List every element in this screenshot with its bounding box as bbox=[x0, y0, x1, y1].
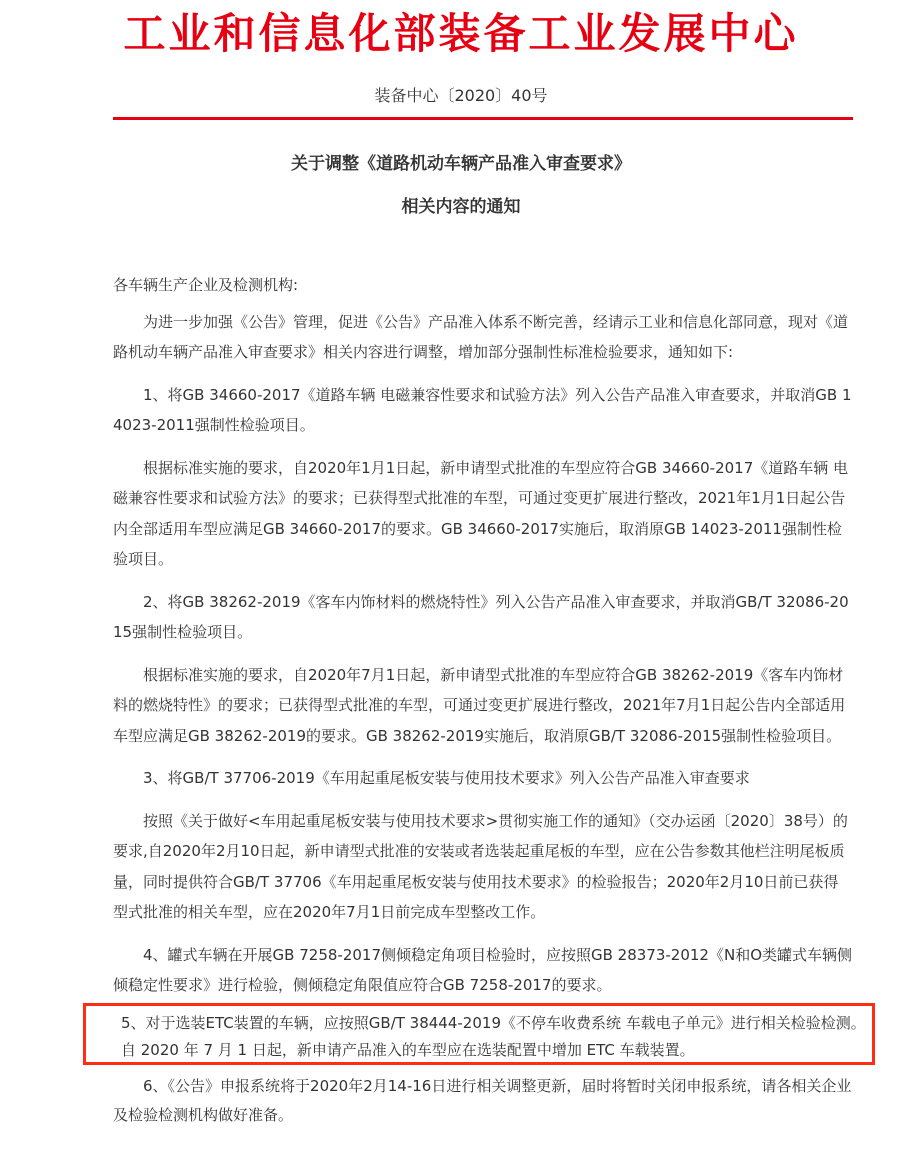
item-6: 6、《公告》申报系统将于2020年2月14-16日进行相关调整更新，届时将暂时关闭申报系统，请各相关企业及检验检测机构做好准备。 bbox=[113, 1077, 852, 1124]
salutation: 各车辆生产企业及检测机构: bbox=[113, 276, 299, 294]
highlighted-item-box bbox=[83, 1003, 875, 1065]
document-number: 装备中心〔2020〕40号 bbox=[374, 86, 548, 105]
item-1: 1、将GB 34660-2017《道路车辆 电磁兼容性要求和试验方法》列入公告产品准入审查要求，并取消GB 14023-2011强制性检验项目。 bbox=[113, 385, 852, 434]
item-4: 4、罐式车辆在开展GB 7258-2017侧倾稳定角项目检验时，应按照GB 28373-2012《N和O类罐式车辆侧倾稳定性要求》进行检验，侧倾稳定角限值应符合GB 7258-2017的要求。 bbox=[113, 945, 853, 994]
notice-body-end bbox=[113, 1072, 853, 1130]
notice-title-line1: 关于调整《道路机动车辆产品准入审查要求》 bbox=[291, 154, 631, 174]
intro-paragraph: 为进一步加强《公告》管理，促进《公告》产品准入体系不断完善，经请示工业和信息化部同意，现对《道路机动车辆产品准入审查要求》相关内容进行调整，增加部分强制性标准检验要求，通知如下: bbox=[113, 312, 849, 361]
item-5: 5、对于选装ETC装置的车辆，应按照GB/T 38444-2019《不停车收费系统 车载电子单元》进行相关检验检测。自 2020 年 7 月 1 日起，新申请产品准入的车型应在选装配置中增加 ETC 车载装置。 bbox=[121, 1014, 866, 1059]
notice-body bbox=[113, 270, 853, 1013]
item-3: 3、将GB/T 37706-2019《车用起重尾板安装与使用技术要求》列入公告产品准入审查要求 bbox=[143, 769, 750, 787]
item-2-detail: 根据标准实施的要求，自2020年7月1日起，新申请型式批准的车型应符合GB 38262-2019《客车内饰材料的燃烧特性》的要求；已获得型式批准的车型，可通过变更扩展进行整改，2021年7月1日起公告内全部适用车型应满足GB 38262-2019的要求。GB 38262-2019实施后，取消原GB/T 32086-2015强制性检验项目。 bbox=[113, 665, 846, 745]
notice-title-line2: 相关内容的通知 bbox=[401, 197, 521, 217]
item-3-detail: 按照《关于做好<车用起重尾板安装与使用技术要求>贯彻实施工作的通知》（交办运函〔2020〕38号）的要求,自2020年2月10日起，新申请型式批准的安装或者选装起重尾板的车型，应在公告参数其他栏注明尾板质量，同时提供符合GB/T 37706《车用起重尾板安装与使用技术要求》的检验报告；2020年2月10日前已获得型式批准的相关车型，应在2020年7月1日前完成车型整改工作。 bbox=[113, 811, 848, 921]
header-divider bbox=[113, 117, 853, 120]
item-2: 2、将GB 38262-2019《客车内饰材料的燃烧特性》列入公告产品准入审查要求，并取消GB/T 32086-2015强制性检验项目。 bbox=[113, 592, 849, 641]
organization-title: 工业和信息化部装备工业发展中心 bbox=[123, 9, 799, 58]
item-1-detail: 根据标准实施的要求，自2020年1月1日起，新申请型式批准的车型应符合GB 34660-2017《道路车辆 电磁兼容性要求和试验方法》的要求；已获得型式批准的车型，可通过变更扩展进行整改，2021年1月1日起公告内全部适用车型应满足GB 34660-2017的要求。GB 34660-2017实施后，取消原GB 14023-2011强制性检验项目。 bbox=[113, 458, 849, 568]
